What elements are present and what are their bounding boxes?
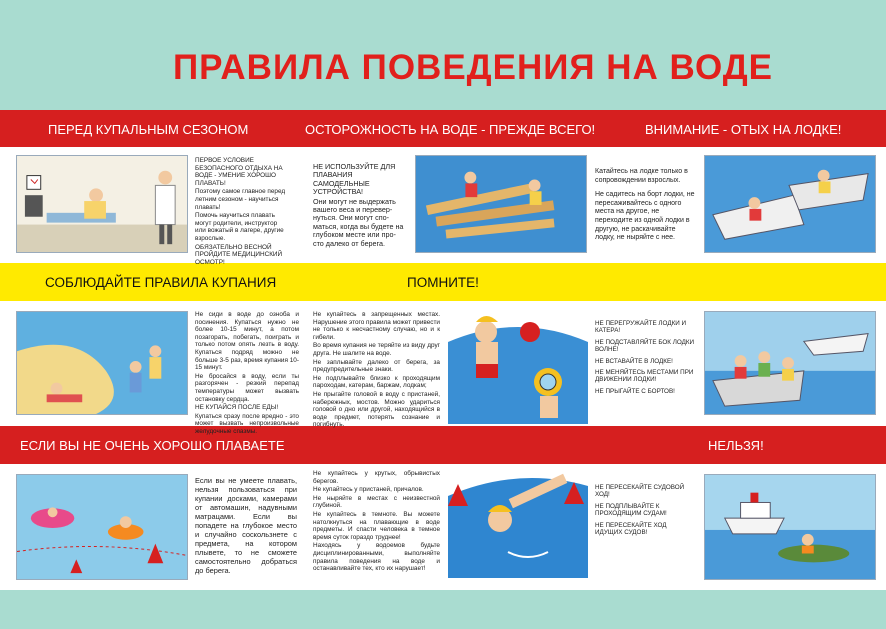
text-line: Не садитесь на борт лодки, не пересаживайтесь с одного места на другое, не переходите из одной лодки в другую, не раскачивайте лодку, не ныряйте с нее.: [595, 191, 695, 242]
header-forbidden: НЕЛЬЗЯ!: [708, 438, 764, 453]
raft-illustration: [415, 155, 587, 253]
text-boat-rules: [595, 168, 695, 244]
text-line: НЕ ИСПОЛЬЗУЙТЕ ДЛЯ ПЛАВАНИЯ САМОДЕЛЬНЫЕ УСТРОЙСТВА!: [313, 162, 396, 197]
beach-illustration: [16, 311, 188, 415]
text-line: Катайтесь на лодке только в сопровождении взрослых.: [595, 168, 688, 184]
page-title: ПРАВИЛА ПОВЕДЕНИЯ НА ВОДЕ: [172, 48, 773, 87]
text-line: Купаться сразу после вредно - это может вызвать непроизвольные желудочные спазмы.: [195, 412, 299, 435]
header-caution: ОСТОРОЖНОСТЬ НА ВОДЕ - ПРЕЖДЕ ВСЕГО!: [305, 122, 596, 137]
text-line: Не подплывайте близко к проходящим пароходам, катерам, баржам, лодкам;: [313, 374, 440, 390]
header-remember: ПОМНИТЕ!: [407, 275, 479, 290]
text-line: Они могут не выдержать вашего веса и перевер-нуться. Они могут спо-маться, когда вы будете на глубоком месте или про-сто далеко от берега.: [313, 196, 404, 248]
text-swim-rules: [195, 311, 299, 437]
list-item: НЕ ПОДПЛЫВАЙТЕ К ПРОХОДЯЩИМ СУДАМ!: [595, 502, 667, 518]
text-line: Поэтому самое главное перед летним сезоном - научиться плавать!: [195, 188, 286, 211]
text-line: ОБЯЗАТЕЛЬНО ВЕСНОЙ ПРОЙДИТЕ МЕДИЦИНСКИЙ ОСМОТР!: [195, 243, 283, 266]
text-line: Не сиди в воде до озноба и посинения. Купаться нужно не более 10-15 минут, а потом позагорать, побегать, поиграть и только потом опять лезть в воду. Купаться подряд можно не больше 3-5 раз, время купания 10-15 минут.: [195, 311, 299, 372]
list-item: НЕ ПРЫГАЙТЕ С БОРТОВ!: [595, 387, 675, 395]
text-line: Не заплывайте далеко от берега, за предупредительные знаки.: [313, 358, 440, 374]
list-item: НЕ ПЕРЕСЕКАЙТЕ ХОД ИДУЩИХ СУДОВ!: [595, 521, 667, 537]
header-swim-rules: СОБЛЮДАЙТЕ ПРАВИЛА КУПАНИЯ: [45, 275, 277, 290]
list-item: НЕ МЕНЯЙТЕСЬ МЕСТАМИ ПРИ ДВИЖЕНИИ ЛОДКИ!: [595, 369, 694, 384]
header-before-season: ПЕРЕД КУПАЛЬНЫМ СЕЗОНОМ: [48, 122, 249, 137]
list-item: НЕ ПЕРЕГРУЖАЙТЕ ЛОДКИ И КАТЕРА!: [595, 320, 687, 335]
text-before-season: [195, 157, 287, 267]
text-line: Не прыгайте головой в воду с пристаней, набережных, мостов. Можно удариться головой о дно или другой, находящийся в воде предмет, потерять сознание и погибнуть.: [313, 390, 440, 429]
header-boat: ВНИМАНИЕ - ОТЫХ НА ЛОДКЕ!: [645, 122, 842, 137]
text-line: Помочь научиться плавать могут родители, инструктор или вожатый в лагере, другие взрослые.: [195, 212, 284, 242]
text-remember: [313, 311, 440, 430]
doctor-illustration: [16, 155, 188, 253]
text-line: Если вы не умеете плавать, нельзя пользоваться при купании досками, камерами от автомашин, надувными матрацами. Если вы попадете на глубокое место и случайно соскользнете с предмета, на котором плывете, то не сможете самостоятельно добраться до берега.: [195, 476, 297, 575]
text-line: Не купайтесь в темноте. Вы можете натолкнуться на плавающие в воде предметы. И спасти человека в темное время суток гораздо труднее!: [313, 510, 440, 541]
text-line: Не купайтесь у крутых, обрывистых берегов.: [313, 470, 440, 485]
boat-illustration: [704, 155, 876, 253]
list-item: НЕ ПОДСТАВЛЯЙТЕ БОК ЛОДКИ ВОЛНЕ!: [595, 338, 695, 354]
list-item: НЕ ПЕРЕСЕКАЙТЕ СУДОВОЙ ХОД!: [595, 484, 685, 499]
header-not-good-swimmer: ЕСЛИ ВЫ НЕ ОЧЕНЬ ХОРОШО ПЛАВАЕТЕ: [20, 438, 285, 453]
text-not-good-swimmer: [195, 476, 297, 576]
text-line: Не купайтесь в запрещенных местах. Нарушение этого правила может привести не только к несчастному случаю, но и к гибели.: [313, 311, 440, 341]
text-line: ПЕРВОЕ УСЛОВИЕ БЕЗОПАСНОГО ОТДЫХА НА ВОДЕ - УМЕНИЕ ХОРОШО ПЛАВАТЬ!: [195, 157, 283, 187]
overloaded-boat-illustration: [704, 311, 876, 415]
text-line: Находясь у водоемов будьте дисциплинированными, выполняйте правила поведения на воде и останавливайте тех, кто их нарушает!: [313, 542, 440, 573]
inflatables-illustration: [16, 474, 188, 580]
text-dangerous-places: [313, 470, 440, 574]
text-line: Не купайтесь у пристаней, причалов.: [313, 486, 424, 494]
ship-illustration: [704, 474, 876, 580]
text-line: Не ныряйте в местах с неизвестной глубиной.: [313, 494, 440, 510]
text-line: НЕ КУПАЙСЯ ПОСЛЕ ЕДЫ!: [195, 404, 279, 412]
list-vessels-forbidden: [595, 484, 695, 540]
text-line: Во время купания не теряйте из виду друг друга. Не шалите на воде.: [313, 342, 440, 357]
text-homemade-devices: [313, 163, 405, 249]
list-boat-forbidden: [595, 320, 695, 399]
list-item: НЕ ВСТАВАЙТЕ В ЛОДКЕ!: [595, 357, 673, 365]
swimmer-illustration: [448, 466, 588, 578]
underwater-illustration: [448, 302, 588, 424]
text-line: Не бросайся в воду, если ты разгорячен - резкий перепад температуры может вызвать остановку сердца.: [195, 372, 299, 403]
